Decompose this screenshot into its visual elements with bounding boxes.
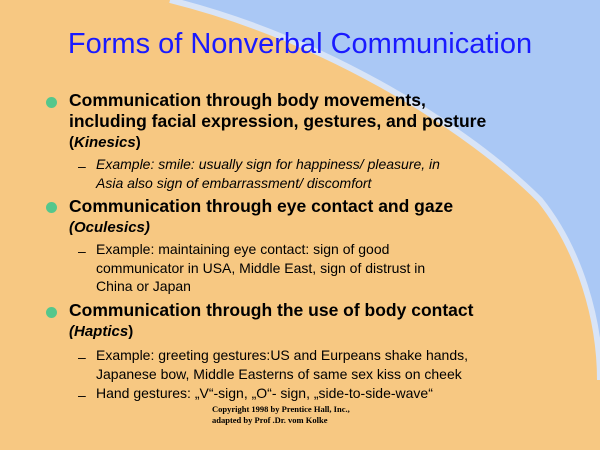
term-oculesics: Oculesics	[74, 219, 145, 236]
sub-bullet-line: Japanese bow, Middle Easterns of same sex kiss on cheek	[96, 365, 462, 382]
sub-bullet-hand-gestures	[96, 384, 586, 403]
term-haptics: Haptics	[74, 323, 129, 340]
sub-bullet-eye-contact-example	[96, 240, 586, 296]
dash-icon: –	[78, 387, 86, 403]
sub-bullet-line: Example: greeting gestures:US and Eurpeans shake hands,	[96, 347, 469, 363]
slide-title: Forms of Nonverbal Communication	[67, 28, 533, 60]
copyright-line: adapted by Prof .Dr. vom Kolke	[212, 415, 328, 425]
bullet-kinesics	[69, 90, 589, 153]
bullet-icon	[46, 97, 57, 108]
bullet-line: Communication through body movements,	[69, 90, 426, 110]
dash-icon: –	[78, 158, 86, 174]
bullet-icon	[46, 202, 57, 213]
term-kinesics: Kinesics	[74, 134, 136, 151]
copyright-notice	[212, 404, 350, 426]
bullet-line: including facial expression, gestures, and posture	[69, 111, 487, 131]
sub-bullet-line: Example: smile: usually sign for happiness/ pleasure, in	[96, 156, 440, 172]
dash-icon: –	[78, 349, 86, 365]
paren-open: (	[69, 134, 74, 151]
bullet-term-line	[69, 321, 589, 342]
copyright-line: Copyright 1998 by Prentice Hall, Inc.,	[212, 404, 350, 414]
sub-bullet-smile-example	[96, 155, 586, 192]
sub-bullet-greeting-example	[96, 346, 586, 383]
bullet-icon	[46, 307, 57, 318]
bullet-haptics	[69, 300, 589, 342]
sub-bullet-line: Example: maintaining eye contact: sign of good	[96, 241, 390, 257]
bullet-term-line	[69, 217, 589, 238]
bullet-term-line	[69, 132, 589, 153]
paren-open: (	[69, 323, 74, 340]
sub-bullet-line: communicator in USA, Middle East, sign of distrust in	[96, 259, 426, 276]
sub-bullet-line: Hand gestures: „V“-sign, „O“- sign, „side-to-side-wave“	[96, 385, 433, 401]
paren-close: )	[135, 134, 141, 151]
dash-icon: –	[78, 243, 86, 259]
bullet-line: Communication through the use of body contact	[69, 300, 474, 320]
paren-close: )	[128, 323, 134, 340]
sub-bullet-line: China or Japan	[96, 278, 191, 294]
bullet-oculesics	[69, 196, 589, 238]
paren-open: (	[69, 219, 74, 236]
sub-bullet-line: Asia also sign of embarrassment/ discomfort	[96, 174, 372, 191]
bullet-line: Communication through eye contact and gaze	[69, 196, 454, 216]
paren-close: )	[144, 219, 150, 236]
